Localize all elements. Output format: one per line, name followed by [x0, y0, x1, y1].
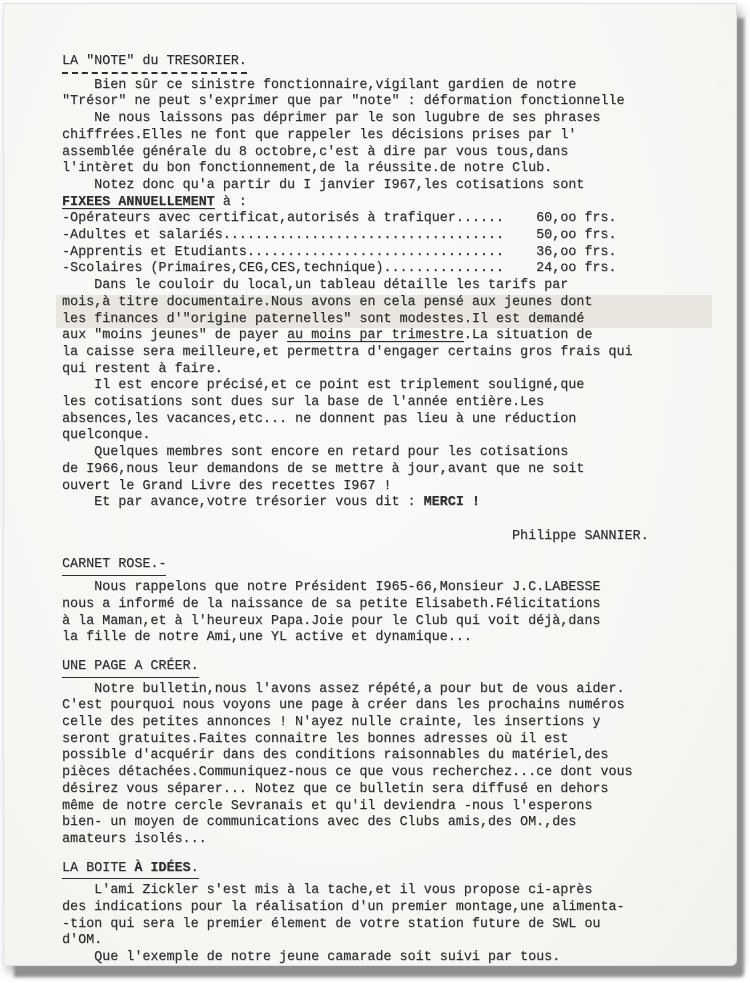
text-span: Notre bulletin,nous l'avons assez répété,a pour but de vous aider.: [62, 681, 625, 697]
text-line: [62, 529, 706, 546]
text-line: [62, 195, 706, 212]
text-span: -tion qui sera le premier élement de votre station future de SWL ou: [62, 916, 601, 932]
text-line: [62, 78, 706, 95]
text-span: ouvert le Grand Livre des recettes I967 !: [62, 478, 392, 494]
text-line: [62, 580, 706, 597]
text-line: [62, 111, 706, 128]
text-span: désirez vous séparer... Notez que ce bulletin sera diffusé en dehors: [62, 781, 609, 797]
text-span: mois,à titre documentaire.Nous avons en cela pensé aux jeunes dont: [62, 294, 593, 310]
text-span: À IDÉES: [134, 860, 191, 876]
text-line: [62, 597, 706, 614]
text-line: [62, 261, 706, 278]
text-span: même de notre cercle Sevranais et qu'il deviendra -nous l'esperons: [62, 798, 593, 814]
text-span: bien- un moyen de communications avec des Clubs amis,des OM.,des: [62, 815, 577, 831]
text-span: amateurs isolés...: [62, 831, 207, 847]
text-span: FIXEES ANNUELLEMENT: [62, 194, 215, 210]
text-span: Que l'exemple de notre jeune camarade soit suivi par tous.: [62, 950, 561, 966]
text-line: [62, 94, 706, 111]
text-line: [62, 362, 706, 379]
text-line: [62, 614, 706, 631]
document-body: [62, 54, 706, 967]
text-line: [62, 682, 706, 699]
text-line: [62, 128, 706, 145]
text-span: Bien sûr ce sinistre fonctionnaire,vigilant gardien de notre: [62, 77, 577, 93]
text-span: aux "moins jeunes" de payer: [62, 328, 287, 344]
text-line: [62, 815, 706, 832]
section-heading-text: [62, 54, 247, 74]
text-line: [62, 245, 706, 262]
text-span: -Opérateurs avec certificat,autorisés à trafiquer...... 60,oo frs.: [62, 211, 617, 227]
text-line: [62, 765, 706, 782]
text-line: [62, 428, 706, 445]
text-span: UNE PAGE A CRÉER.: [62, 658, 199, 674]
text-span: .: [190, 860, 199, 876]
text-line: [62, 211, 706, 228]
text-span: à la Maman,et à l'heureux Papa.Joie pour le Club qui voit déjà,dans: [62, 613, 601, 629]
section-heading: [62, 861, 706, 880]
text-line: [62, 698, 706, 715]
text-line: [62, 715, 706, 732]
text-line: [62, 312, 706, 329]
text-span: les finances d'"origine paternelles" sont modestes.Il est demandé: [62, 311, 585, 327]
section-heading-text: [62, 659, 199, 678]
text-line: [62, 278, 706, 295]
text-span: chiffrées.Elles ne font que rappeler les décisions prises par l': [62, 127, 577, 143]
text-span: -Apprentis et Etudiants................................ 36,oo frs.: [62, 244, 617, 260]
text-span: d'OM.: [62, 933, 103, 949]
text-line: [62, 832, 706, 849]
text-line: [62, 512, 706, 529]
text-span: assemblée générale du 8 octobre,c'est à dire par vous tous,dans: [62, 144, 569, 160]
text-span: Notez donc qu'a partir du I janvier I967,les cotisations sont: [62, 177, 585, 193]
text-span: LA BOITE: [62, 860, 135, 876]
text-span: les cotisations sont dues sur la base de l'année entière.Les: [62, 395, 545, 411]
text-line: [62, 378, 706, 395]
text-span: Il est encore précisé,et ce point est triplement souligné,que: [62, 378, 585, 394]
text-span: .La situation de: [463, 328, 593, 344]
section-la-boite-a-idees: [62, 861, 706, 967]
text-span: Nous rappelons que notre Président I965-66,Monsieur J.C.LABESSE: [62, 580, 601, 596]
text-span: pièces détachées.Communiquez-nous ce que vous recherchez...ce dont vous: [62, 765, 633, 781]
text-span: C'est pourquoi nous voyons une page à créer dans les prochains numéros: [62, 698, 625, 714]
text-line: [62, 950, 706, 967]
text-line: [62, 395, 706, 412]
text-line: [62, 295, 706, 312]
text-span: "Trésor" ne peut s'exprimer que par "note" : déformation fonctionnelle: [62, 94, 625, 110]
text-line: [62, 630, 706, 647]
text-line: [62, 345, 706, 362]
text-span: nous a informé de la naissance de sa petite Elisabeth.Félicitations: [62, 596, 601, 612]
text-span: -Adultes et salariés................................... 50,oo frs.: [62, 228, 617, 244]
text-line: [62, 900, 706, 917]
text-span: LA "NOTE" du TRESORIER.: [62, 54, 247, 69]
text-line: [62, 145, 706, 162]
text-line: [62, 479, 706, 496]
text-line: [62, 917, 706, 934]
text-span: quelconque.: [62, 428, 151, 444]
text-span: la caisse sera meilleure,et permettra d'engager certains gros frais qui: [62, 344, 633, 360]
text-span: qui restent à faire.: [62, 361, 223, 377]
section-heading: [62, 557, 706, 576]
text-span: MERCI !: [423, 495, 480, 511]
section-note-du-tresorier: [62, 54, 706, 545]
text-span: Et par avance,votre trésorier vous dit :: [62, 495, 424, 511]
text-line: [62, 883, 706, 900]
text-line: [62, 328, 706, 345]
text-span: l'intèret du bon fonctionnement,de la réussite.de notre Club.: [62, 161, 553, 177]
text-line: [62, 799, 706, 816]
text-line: [62, 933, 706, 950]
section-heading-text: [62, 861, 199, 880]
text-span: la fille de notre Ami,une YL active et dynamique...: [62, 630, 472, 646]
section-une-page-a-creer: [62, 659, 706, 849]
text-line: [62, 445, 706, 462]
section-heading: [62, 659, 706, 678]
text-line: [62, 732, 706, 749]
text-span: -Scolaires (Primaires,CEG,CES,technique)............... 24,oo frs.: [62, 261, 617, 277]
text-span: [62, 512, 70, 527]
text-line: [62, 782, 706, 799]
text-span: des indications pour la réalisation d'un premier montage,une alimenta-: [62, 900, 625, 916]
text-span: CARNET ROSE.-: [62, 557, 167, 573]
text-span: de I966,nous leur demandons de se mettre à jour,avant que ne soit: [62, 461, 585, 477]
text-span: possible d'acquérir dans des conditions raisonnables du matériel,des: [62, 748, 609, 764]
text-span: absences,les vacances,etc... ne donnent pas lieu à une réduction: [62, 411, 577, 427]
text-line: [62, 228, 706, 245]
text-span: Dans le couloir du local,un tableau détaille les tarifs par: [62, 278, 569, 294]
text-span: celle des petites annonces ! N'ayez nulle crainte, les insertions y: [62, 715, 601, 731]
text-span: Ne nous laissons pas déprimer par le son lugubre de ses phrases: [62, 111, 601, 127]
scanned-page: [3, 3, 737, 966]
text-span: Quelques membres sont encore en retard pour les cotisations: [62, 445, 569, 461]
section-heading-text: [62, 557, 166, 576]
text-line: [62, 412, 706, 429]
text-span: à :: [214, 194, 247, 210]
text-line: [62, 462, 706, 479]
text-span: L'ami Zickler s'est mis à la tache,et il vous propose ci-après: [62, 883, 593, 899]
text-span: Philippe SANNIER.: [62, 528, 649, 544]
text-line: [62, 161, 706, 178]
section-heading: [62, 54, 706, 74]
text-line: [62, 178, 706, 195]
text-span: seront gratuites.Faites connaitre les bonnes adresses où il est: [62, 731, 569, 747]
text-span: au moins par trimestre: [287, 328, 464, 344]
text-line: [62, 748, 706, 765]
text-line: [62, 495, 706, 512]
section-carnet-rose: [62, 557, 706, 647]
